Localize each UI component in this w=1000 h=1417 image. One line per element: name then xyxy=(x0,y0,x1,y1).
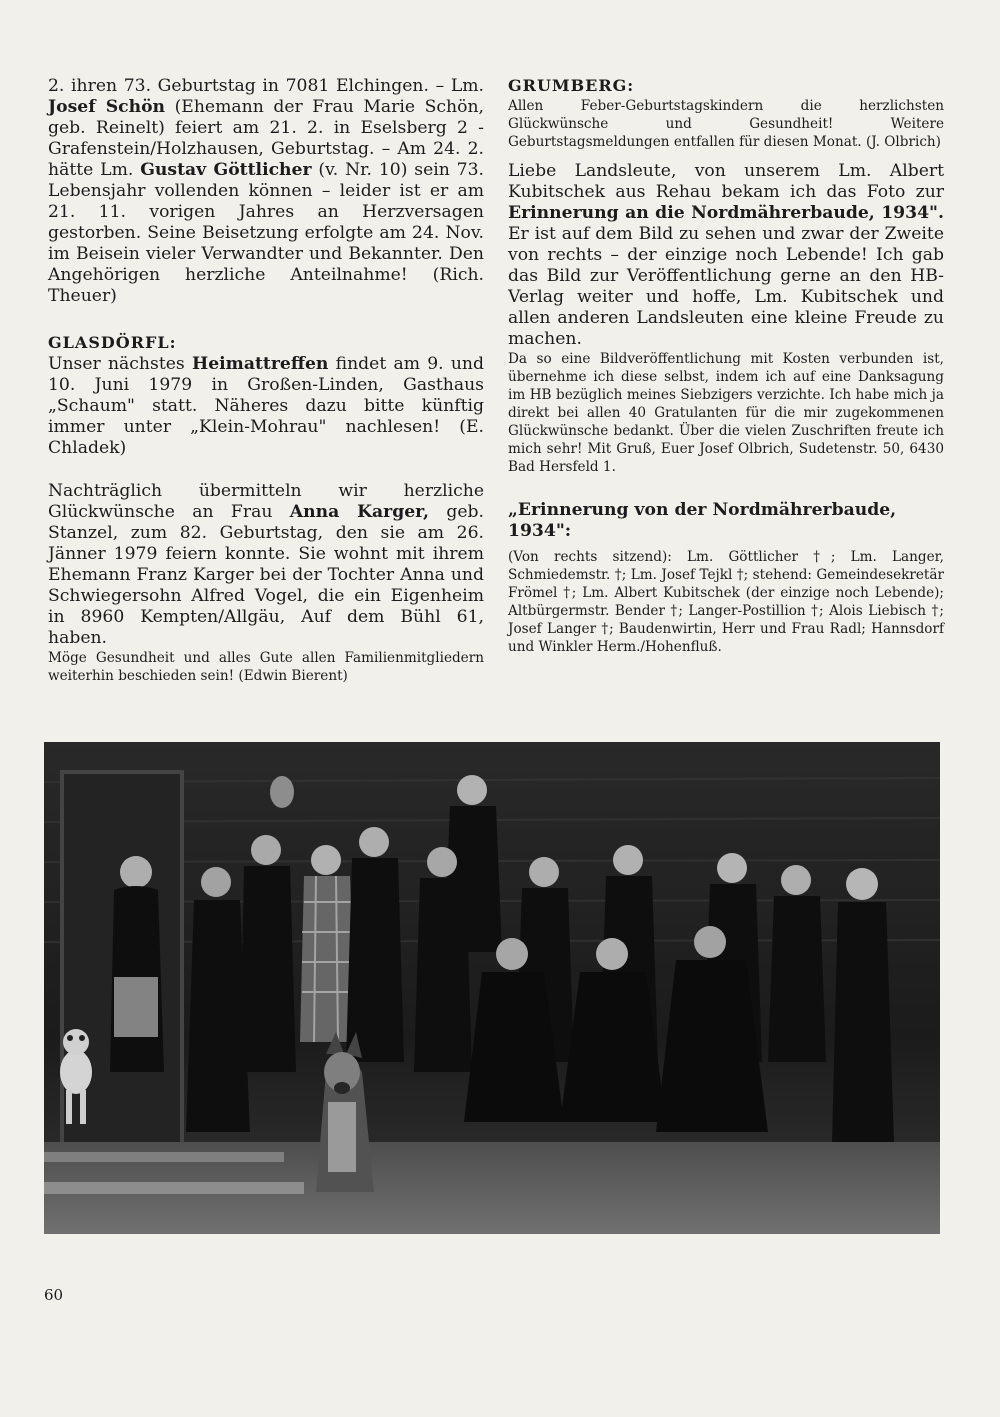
name-josef-schoen: Josef Schön xyxy=(48,97,166,117)
heimattreffen-paragraph: Unser nächstes Heimattreffen findet am 9. und 10. Juni 1979 in Großen-Linden, Gasthaus „Schaum" statt. Näheres dazu bitte künftig immer unter „Klein-Mohrau" nachlesen! (E. Chladek) xyxy=(48,354,484,458)
left-column xyxy=(48,76,484,685)
photo-caption: (Von rechts sitzend): Lm. Göttlicher †; Lm. Langer, Schmiedemstr. †; Lm. Josef Tejkl †; stehend: Gemeindesekretär Frömel †; Lm. Albert Kubitschek (der einzige noch Lebende); Altbürgermstr. Bender †; Langer-Postillion †; Alois Liebisch †; Josef Langer †; Baudenwirtin, Herr und Frau Radl; Hannsdorf und Winkler Herm./Hohenfluß. xyxy=(508,549,944,655)
cost-note-paragraph: Da so eine Bildveröffentlichung mit Kosten verbunden ist, übernehme ich diese selbst, indem ich auf eine Danksagung im HB bezüglich meines Siebzigers verzichte. Ich habe mich ja direkt bei allen 40 Gratulanten für die mir zugekommenen Glückwünsche bedankt. Über die vielen Zuschriften freute ich mich sehr! Mit Gruß, Euer Josef Olbrich, Sudetenstr. 50, 6430 Bad Hersfeld 1. xyxy=(508,351,944,475)
caption-title: „Erinnerung von der Nordmährerbaude, 1934": xyxy=(508,500,897,541)
birthday-paragraph: 2. ihren 73. Geburtstag in 7081 Elchingen. – Lm. Josef Schön (Ehemann der Frau Marie Schön, geb. Reinelt) feiert am 21. 2. in Eselsberg 2 - Grafenstein/Holzhausen, Geburtstag. – Am 24. 2. hätte Lm. Gustav Göttlicher (v. Nr. 10) sein 73. Lebensjahr vollenden können – leider ist er am 21. 11. vorigen Jahres an Herzversagen gestorben. Seine Beisetzung erfolgte am 24. Nov. im Beisein vieler Verwandter und Bekannter. Den Angehörigen herzliche Anteilnahme! (Rich. Theuer) xyxy=(48,76,485,306)
page-number: 60 xyxy=(44,1286,64,1304)
wishes-paragraph: Möge Gesundheit und alles Gute allen Familienmitgliedern weiterhin beschieden sein! (Edwin Bierent) xyxy=(48,650,484,684)
heading-grumberg: GRUMBERG: xyxy=(508,76,635,95)
karger-paragraph: Nachträglich übermitteln wir herzliche Glückwünsche an Frau Anna Karger, geb. Stanzel, zum 82. Geburtstag, den sie am 26. Jänner 1979 feiern konnte. Sie wohnt mit ihrem Ehemann Franz Karger bei der Tochter Anna und Schwiegersohn Alfred Vogel, die ein Eigenheim in 8960 Kempten/Allgäu, Auf dem Bühl 61, haben. xyxy=(48,481,484,648)
group-photo-illustration xyxy=(44,742,940,1234)
group-photo xyxy=(44,742,940,1234)
name-gustav-goettlicher: Gustav Göttlicher xyxy=(140,160,312,180)
heading-glasdorfl: GLASDÖRFL: xyxy=(48,333,177,352)
grumberg-wishes-paragraph: Allen Feber-Geburtstagskindern die herzlichsten Glückwünsche und Gesundheit! Weitere Geburtstagsmeldungen entfallen für diesen Monat. (J. Olbrich) xyxy=(508,98,944,150)
photo-letter-paragraph: Liebe Landsleute, von unserem Lm. Albert Kubitschek aus Rehau bekam ich das Foto zur Erinnerung an die Nordmährerbaude, 1934". Er ist auf dem Bild zu sehen und zwar der Zweite von rechts – der einzige noch Lebende! Ich gab das Bild zur Veröffentlichung gerne an den HB-Verlag weiter und hoffe, Lm. Kubitschek und allen anderen Landsleuten eine kleine Freude zu machen. xyxy=(508,161,944,349)
right-column xyxy=(508,76,944,656)
